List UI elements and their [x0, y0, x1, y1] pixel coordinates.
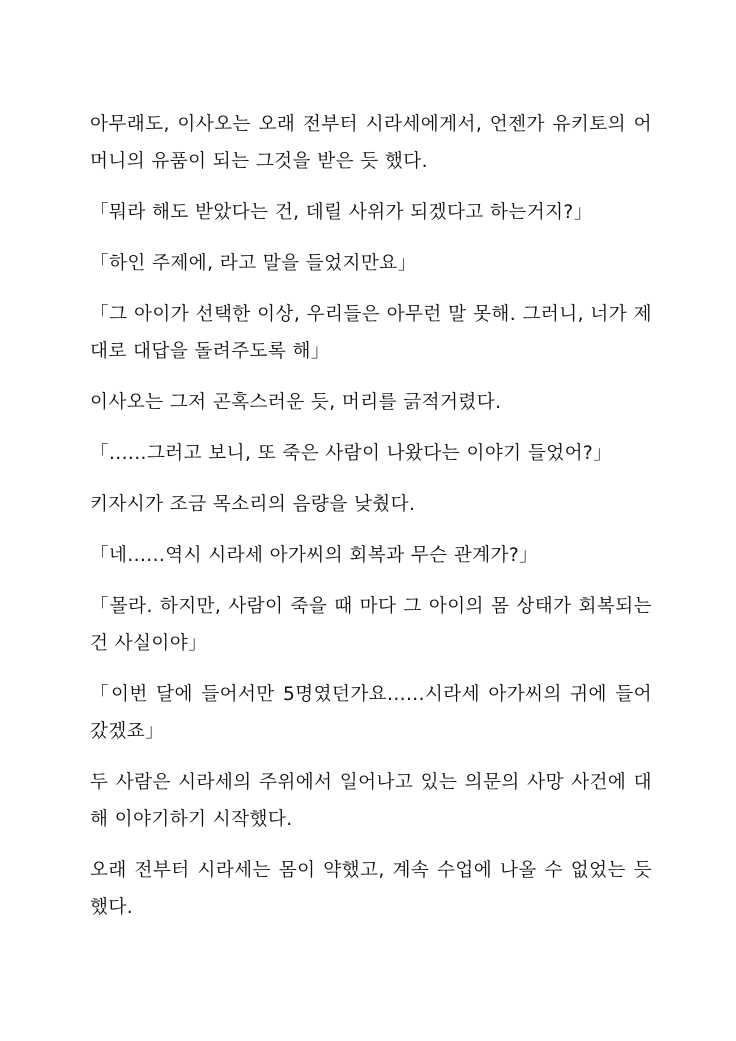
paragraph: 이사오는 그저 곤혹스러운 듯, 머리를 긁적거렸다.	[90, 392, 502, 413]
paragraph: 키자시가 조금 목소리의 음량을 낮췄다.	[90, 494, 416, 515]
paragraph: 「하인 주제에, 라고 말을 들었지만요」	[90, 253, 417, 274]
paragraph: 「뭐라 해도 받았다는 건, 데릴 사위가 되겠다고 하는거지?」	[90, 202, 593, 223]
paragraph: 「네......역시 시라세 아가씨의 회복과 무슨 관계가?」	[90, 545, 539, 566]
paragraph: 「몰라. 하지만, 사람이 죽을 때 마다 그 아이의 몸 상태가 회복되는 건 사실이야」	[90, 596, 652, 654]
paragraph: 오래 전부터 시라세는 몸이 약했고, 계속 수업에 나올 수 없었는 듯 했다.	[90, 860, 652, 918]
paragraph: 「......그러고 보니, 또 죽은 사람이 나왔다는 이야기 들었어?」	[90, 443, 613, 464]
paragraph: 아무래도, 이사오는 오래 전부터 시라세에게서, 언젠가 유키토의 어머니의 유품이 되는 그것을 받은 듯 했다.	[90, 114, 652, 172]
paragraph: 두 사람은 시라세의 주위에서 일어나고 있는 의문의 사망 사건에 대해 이야기하기 시작했다.	[90, 772, 652, 830]
paragraph: 「이번 달에 들어서만 5명였던가요......시라세 아가씨의 귀에 들어갔겠죠」	[90, 684, 652, 742]
paragraph: 「그 아이가 선택한 이상, 우리들은 아무런 말 못해. 그러니, 너가 제대로 대답을 돌려주도록 해」	[90, 304, 652, 362]
document-body	[90, 106, 652, 940]
